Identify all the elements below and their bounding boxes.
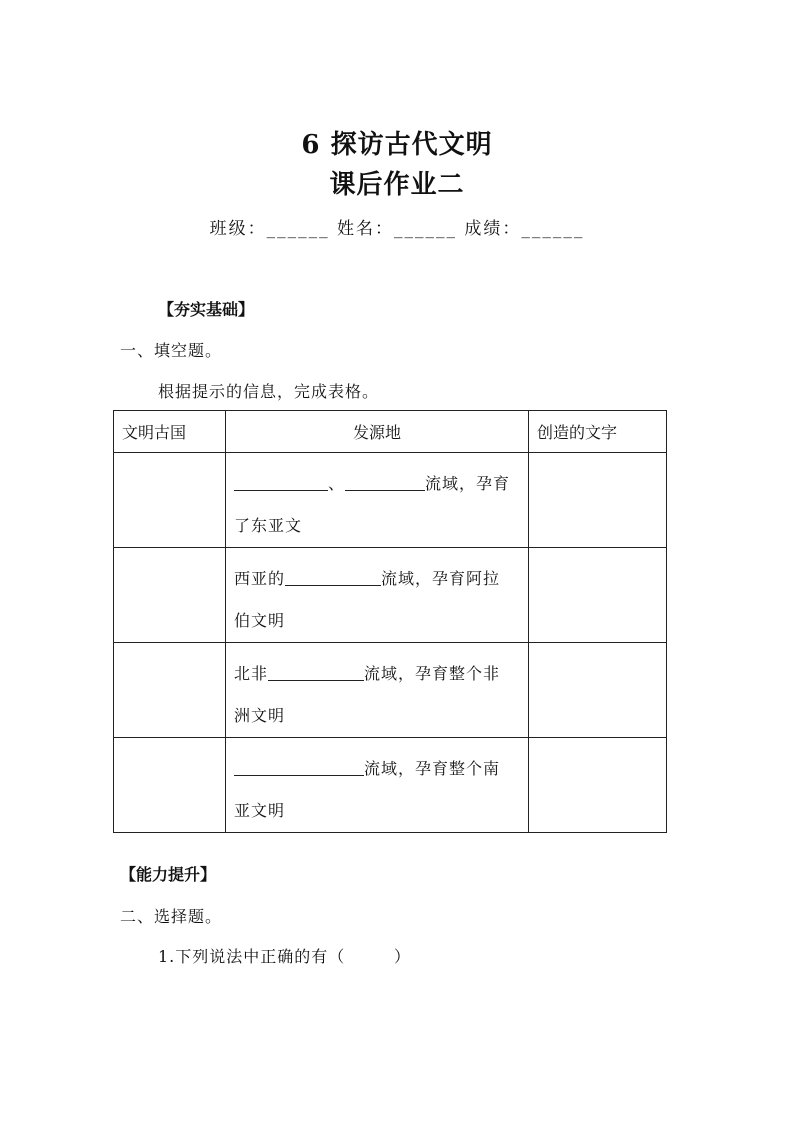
- script-cell[interactable]: [529, 548, 667, 643]
- answer-blank[interactable]: [345, 474, 425, 491]
- origin-cell: [226, 453, 529, 548]
- origin-cell: [226, 548, 529, 643]
- civilization-cell[interactable]: [114, 453, 226, 548]
- origin-text-cont: 洲文明: [234, 706, 286, 725]
- score-label: 成绩：: [464, 219, 522, 239]
- table-header-row: [114, 411, 667, 453]
- origin-prefix: 西亚的: [234, 569, 286, 588]
- score-blank: ______: [521, 219, 585, 239]
- table-row: [114, 738, 667, 833]
- question-heading-fill: 一、填空题。: [120, 341, 223, 360]
- multiple-choice-question-1: 1.下列说法中正确的有（ ）: [158, 947, 411, 966]
- section-heading-advanced: 【能力提升】: [120, 865, 217, 884]
- name-label: 姓名：: [337, 219, 394, 239]
- table-row: [114, 548, 667, 643]
- answer-blank[interactable]: [268, 664, 364, 681]
- script-cell[interactable]: [529, 643, 667, 738]
- answer-blank[interactable]: [285, 569, 381, 586]
- header-script: 创造的文字: [529, 411, 667, 453]
- origin-text: 流域，孕育: [425, 474, 511, 493]
- answer-blank[interactable]: [234, 759, 364, 776]
- table-instruction: 根据提示的信息，完成表格。: [158, 382, 380, 401]
- origin-text-cont: 亚文明: [234, 801, 286, 820]
- header-civilization: 文明古国: [114, 411, 226, 453]
- separator-text: 、: [328, 474, 346, 493]
- table-row: [114, 453, 667, 548]
- page-title: 6 探访古代文明: [301, 130, 493, 160]
- student-info-line: [0, 214, 794, 239]
- civilization-cell[interactable]: [114, 548, 226, 643]
- civilization-cell[interactable]: [114, 643, 226, 738]
- header-origin: 发源地: [226, 411, 529, 453]
- origin-cell: [226, 738, 529, 833]
- origin-text: 流域，孕育整个南: [364, 759, 501, 778]
- origin-text: 流域，孕育整个非: [364, 664, 501, 683]
- civilization-cell[interactable]: [114, 738, 226, 833]
- class-label: 班级：: [209, 219, 267, 239]
- origin-cell: [226, 643, 529, 738]
- origin-text-cont: 伯文明: [234, 611, 286, 630]
- answer-blank[interactable]: [234, 474, 328, 491]
- name-blank: ______: [394, 219, 457, 239]
- table-row: [114, 643, 667, 738]
- origin-text-cont: 了东亚文: [234, 516, 303, 535]
- question-heading-choice: 二、选择题。: [120, 907, 223, 926]
- script-cell[interactable]: [529, 453, 667, 548]
- script-cell[interactable]: [529, 738, 667, 833]
- origin-text: 流域，孕育阿拉: [381, 569, 501, 588]
- section-heading-basics: 【夯实基础】: [158, 300, 255, 319]
- class-blank: ______: [266, 219, 330, 239]
- civilization-table: [113, 410, 667, 833]
- page-subtitle: 课后作业二: [329, 170, 465, 200]
- origin-prefix: 北非: [234, 664, 269, 683]
